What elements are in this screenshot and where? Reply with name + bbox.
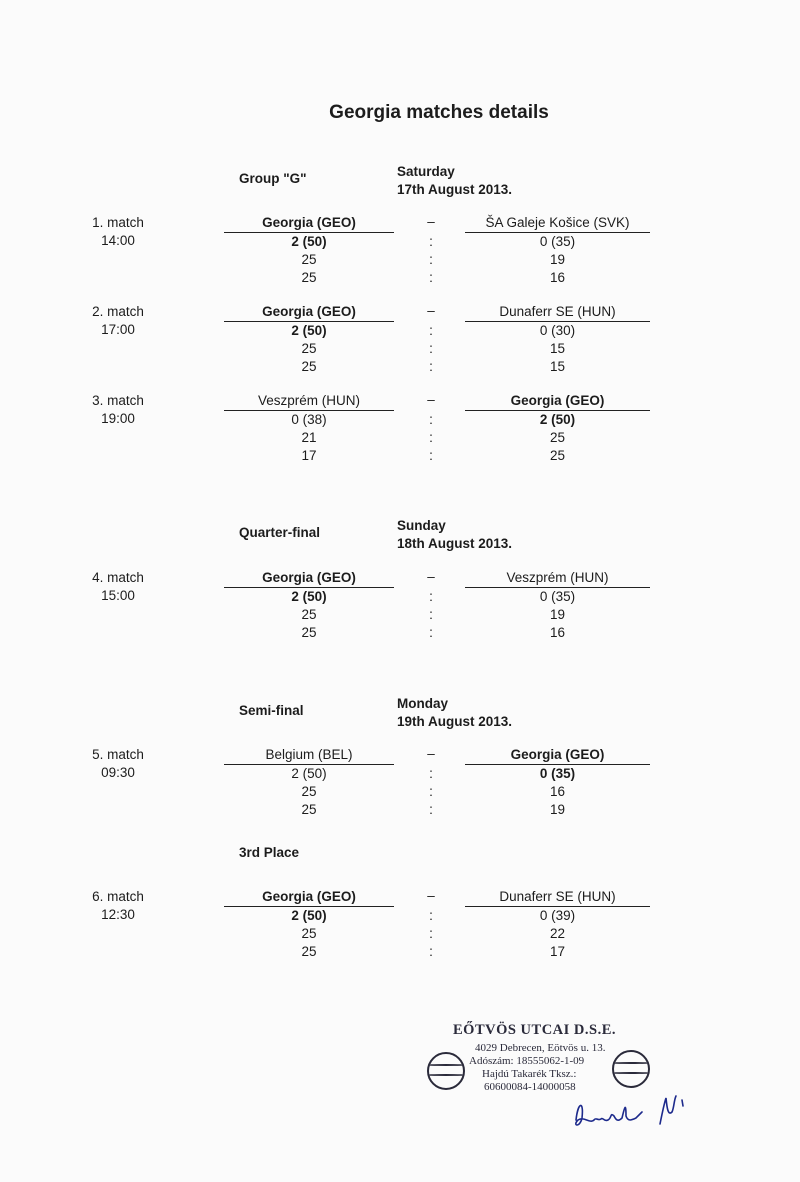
away-set-score: 16 xyxy=(549,270,566,285)
home-set-score: 17 xyxy=(301,448,317,463)
stamp-address: 4029 Debrecen, Eötvös u. 13. xyxy=(475,1042,606,1054)
score-colon: : xyxy=(429,252,433,267)
signature-icon xyxy=(568,1090,688,1135)
match-time: 12:30 xyxy=(101,907,135,922)
home-set-score: 25 xyxy=(301,607,317,622)
score-colon: : xyxy=(429,234,433,249)
date-text: 17th August 2013. xyxy=(397,182,513,197)
away-set-score: 25 xyxy=(549,448,566,463)
away-total-score: 0 (35) xyxy=(539,234,576,249)
away-total-score: 0 (30) xyxy=(539,323,576,338)
away-total-score: 2 (50) xyxy=(539,412,576,427)
home-set-score: 25 xyxy=(301,944,317,959)
score-colon: : xyxy=(429,784,433,799)
home-team-name: Georgia (GEO) xyxy=(224,303,394,322)
score-colon: : xyxy=(429,323,433,338)
score-colon: : xyxy=(429,766,433,781)
date-label xyxy=(397,695,512,731)
home-team-name: Georgia (GEO) xyxy=(224,214,394,233)
home-total-score: 0 (38) xyxy=(291,412,327,427)
match-time: 15:00 xyxy=(101,588,135,603)
away-set-score: 25 xyxy=(549,430,566,445)
versus-dash: – xyxy=(427,888,435,903)
date-text: 18th August 2013. xyxy=(397,536,513,551)
stage-label: Group "G" xyxy=(239,171,307,186)
away-total-score: 0 (35) xyxy=(539,766,576,781)
match-number: 5. match xyxy=(92,747,144,762)
match-info xyxy=(78,392,158,428)
home-set-score: 21 xyxy=(301,430,317,445)
away-set-score: 22 xyxy=(549,926,566,941)
home-team-name: Georgia (GEO) xyxy=(224,888,394,907)
home-set-score: 25 xyxy=(301,926,317,941)
home-total-score: 2 (50) xyxy=(291,234,327,249)
match-info xyxy=(78,888,158,924)
score-colon: : xyxy=(429,412,433,427)
match-number: 3. match xyxy=(92,393,144,408)
score-colon: : xyxy=(429,926,433,941)
score-colon: : xyxy=(429,944,433,959)
day-name: Monday xyxy=(397,696,449,711)
date-label xyxy=(397,517,512,553)
away-set-score: 19 xyxy=(549,252,566,267)
home-set-score: 25 xyxy=(301,802,317,817)
away-set-score: 19 xyxy=(549,802,566,817)
volleyball-icon xyxy=(427,1052,465,1090)
away-set-score: 16 xyxy=(549,625,566,640)
volleyball-icon xyxy=(612,1050,650,1088)
away-total-score: 0 (39) xyxy=(539,908,576,923)
match-number: 1. match xyxy=(92,215,144,230)
away-team-name: Dunaferr SE (HUN) xyxy=(465,303,650,322)
day-name: Sunday xyxy=(397,518,446,533)
score-colon: : xyxy=(429,908,433,923)
match-time: 19:00 xyxy=(101,411,135,426)
home-set-score: 25 xyxy=(301,625,317,640)
home-set-score: 25 xyxy=(301,341,317,356)
date-text: 19th August 2013. xyxy=(397,714,513,729)
away-team-name: ŠA Galeje Košice (SVK) xyxy=(465,214,650,233)
match-info xyxy=(78,746,158,782)
versus-dash: – xyxy=(427,214,435,229)
date-label xyxy=(397,163,512,199)
stage-label: Quarter-final xyxy=(239,525,321,540)
stage-label: 3rd Place xyxy=(239,845,300,860)
score-colon: : xyxy=(429,802,433,817)
score-colon: : xyxy=(429,625,433,640)
away-set-score: 17 xyxy=(549,944,566,959)
away-set-score: 16 xyxy=(549,784,566,799)
match-number: 4. match xyxy=(92,570,144,585)
stamp-tax-number: Adószám: 18555062-1-09 xyxy=(469,1055,585,1067)
match-number: 2. match xyxy=(92,304,144,319)
away-set-score: 15 xyxy=(549,359,566,374)
match-info xyxy=(78,303,158,339)
away-set-score: 19 xyxy=(549,607,566,622)
away-team-name: Veszprém (HUN) xyxy=(465,569,650,588)
away-set-score: 15 xyxy=(549,341,566,356)
home-team-name: Belgium (BEL) xyxy=(224,746,394,765)
score-colon: : xyxy=(429,448,433,463)
page-title: Georgia matches details xyxy=(329,102,549,123)
home-team-name: Georgia (GEO) xyxy=(224,569,394,588)
away-team-name: Georgia (GEO) xyxy=(465,746,650,765)
stamp-club-name: EŐTVÖS UTCAI D.S.E. xyxy=(453,1022,616,1038)
home-total-score: 2 (50) xyxy=(291,589,327,604)
match-number: 6. match xyxy=(92,889,144,904)
away-team-name: Georgia (GEO) xyxy=(465,392,650,411)
home-set-score: 25 xyxy=(301,359,317,374)
day-name: Saturday xyxy=(397,164,455,179)
home-total-score: 2 (50) xyxy=(291,323,327,338)
home-set-score: 25 xyxy=(301,270,317,285)
away-total-score: 0 (35) xyxy=(539,589,576,604)
versus-dash: – xyxy=(427,303,435,318)
versus-dash: – xyxy=(427,569,435,584)
stamp-account: 60600084-14000058 xyxy=(484,1081,576,1093)
stamp-bank: Hajdú Takarék Tksz.: xyxy=(482,1068,577,1080)
score-colon: : xyxy=(429,270,433,285)
home-set-score: 25 xyxy=(301,784,317,799)
score-colon: : xyxy=(429,359,433,374)
score-colon: : xyxy=(429,589,433,604)
versus-dash: – xyxy=(427,746,435,761)
away-team-name: Dunaferr SE (HUN) xyxy=(465,888,650,907)
score-colon: : xyxy=(429,430,433,445)
score-colon: : xyxy=(429,341,433,356)
home-set-score: 25 xyxy=(301,252,317,267)
match-time: 14:00 xyxy=(101,233,135,248)
home-team-name: Veszprém (HUN) xyxy=(224,392,394,411)
stage-label: Semi-final xyxy=(239,703,304,718)
match-info xyxy=(78,569,158,605)
match-info xyxy=(78,214,158,250)
versus-dash: – xyxy=(427,392,435,407)
home-total-score: 2 (50) xyxy=(291,766,327,781)
home-total-score: 2 (50) xyxy=(291,908,327,923)
match-time: 09:30 xyxy=(101,765,135,780)
match-time: 17:00 xyxy=(101,322,135,337)
score-colon: : xyxy=(429,607,433,622)
